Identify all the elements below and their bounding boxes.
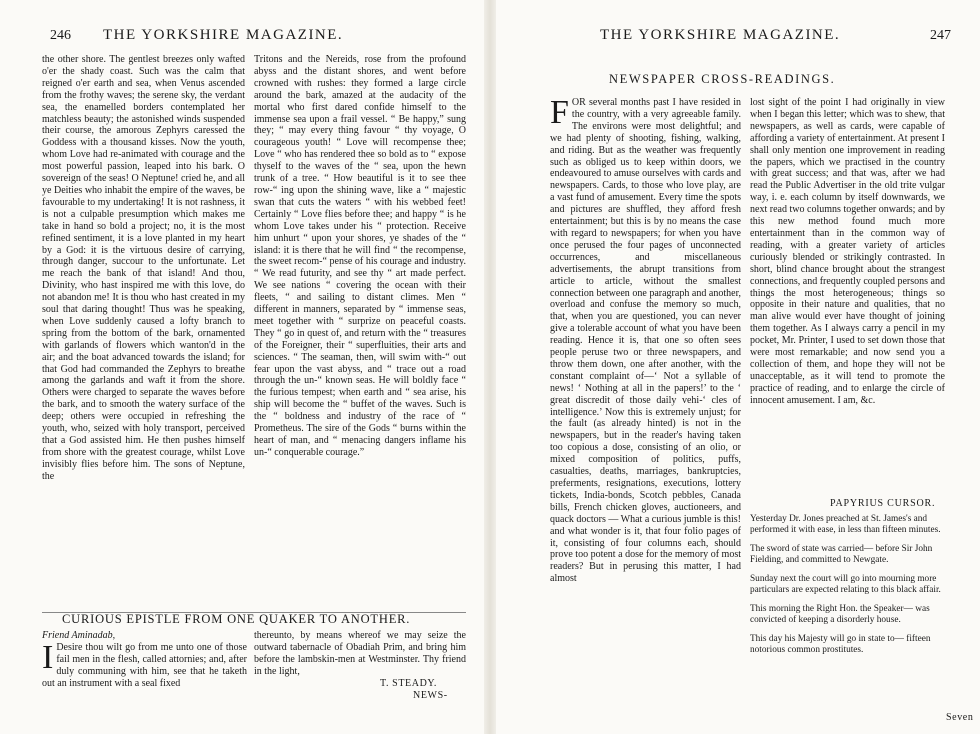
epistle-column-2-text: thereunto, by means whereof we may seize the outward tabernacle of Obadiah Prim, and bring him before the lambskin-men at Westminster. Thy friend in the light, [254, 630, 466, 677]
section-title: NEWSPAPER CROSS-READINGS. [609, 72, 836, 86]
letter-signature: PAPYRIUS CURSOR. [830, 498, 936, 509]
left-column-1 [42, 54, 245, 620]
epistle-column-1 [42, 630, 247, 700]
right-page-number: 247 [930, 28, 951, 43]
cross-readings-list [750, 514, 947, 714]
right-page [494, 0, 980, 734]
epistle-salutation: Friend Aminadab, [42, 630, 116, 641]
epistle-signature: T. STEADY. [380, 678, 438, 689]
article-dropcap: F [550, 97, 569, 131]
left-column-1-text: the other shore. The gentlest breezes only wafted o'er the shady coast. Such was the calm that reigned o'er earth and sea, when Venus ascended from the frothy waves; the serene sky, the verdant sea, the enamelled borders contemplated her matchless beauty; the astonished winds suspended their course, the amorous Zephyrs caressed the Goddess with a thousand kisses. Now the youth, whom Love had re-animated with courage and the most powerful passion, leaped into his bark. O sovereign of the seas! O Neptune! cried he, and all ye Deities who inhabit the empire of the waves, be favourable to my undertaking! It is not rashness, it is not a culpable presumption which makes me take in hand so bold a project; no, it is the most refined sentiment, it is a love planted in my heart by a God: it is the virtuous desire of carrying, through danger, succour to the unfortunate. Let me reach the bank of that island! And thou, Divinity, who hast inspired me with this love, do not abandon me! It is thou who hast created in my soul that daring thought! Thus was he speaking, when Love suddenly caused a lofty branch to spring from the bottom of the bark, ornamented with garlands of flowers which wanton'd in the air; and the boat advanced towards the island; for that God had commanded the Zephyrs to breathe among the garlands and waft it from the shore. Others were charged to separate the waves before the bark, and to smooth the watery surface of the deep; others were occupied in refreshing the youth, who, seized with holy transport, perceived that a God assisted him. He then pushes himself from shore with the greatest courage, whilst Love invisibly flies before him. The sons of Neptune, the [42, 54, 245, 482]
right-column-2-text: lost sight of the point I had originally in view when I began this letter; which was to shew, that newspapers, as well as cards, were capable of affording a variety of entertainment. At present I shall only mention one improvement in reading the papers, which we practised in the country with great success; and that was, after we had read the Public Advertiser in the old trite vulgar way, i. e. each column by itself downwards, we next read two columns together onwards; and by this new method found much more entertainment than in the common way of reading, with a greater variety of articles curiously blended or strikingly contrasted. In short, blind chance brought about the strangest connections, and frequently coupled persons and things the most heterogeneous; things so opposite in their nature and qualities, that no man alive would ever have thought of joining them together. As I always carry a pencil in my pocket, Mr. Printer, I used to set down those that were most remarkable; and now send you a collection of them, and hope they will not be unacceptable, as it will tend to promote the practice of reading, and to enlarge the circle of innocent amusement. I am, &c. [750, 97, 945, 406]
cross-reading-item: This day his Majesty will go in state to— fifteen notorious common prostitutes. [750, 634, 931, 655]
right-column-1-text: OR several months past I have resided in the country, with a very agreeable family. The environs were most delightful; and we had plenty of shooting, fishing, walking, and riding. But as the weather was frequently such as obliged us to keep within doors, we endeavoured to amuse ourselves with cards and newspapers. Cards, to those who love play, are a vast fund of amusement. Every time the spots and pictures are shuffled, they afford fresh entertainment; but this is by no means the case with regard to newspapers; for when you have once perused the four pages of unconnected occurrences, and miscellaneous advertisements, the abrupt transitions from article to article, without the smallest connection between one paragraph and another, overload and confuse the memory so much, that, when you are questioned, you can never give a tolerable account of what you have been reading. Hence it is, that one so often sees people peruse two or three newspapers, and throw them down, one after another, with the constant complaint of—‘ Not a syllable of news! ‘ Nothing at all in the papers!’ to the ‘ great discredit of those daily vehi-‘ cles of intelligence.’ Now this is extremely unjust; for the fault (as already hinted) is not in the newspapers, but in the reader's having taken too copious a dose, consisting of an olio, or mixed composition of politics, puffs, casualties, deaths, marriages, bankruptcies, preferments, resignations, executions, lottery tickets, India-bonds, Scotch pebbles, Canada bills, French chicken gloves, auctioneers, and quack doctors — What a curious jumble is this! and what wonder is it, that four folio pages of it, consisting of four columns each, should prove too potent a dose for the memory of most readers? But in perusing this matter, I had almost [550, 97, 741, 585]
left-running-head: THE YORKSHIRE MAGAZINE. [103, 27, 344, 43]
cross-reading-item: Yesterday Dr. Jones preached at St. James's and performed it with ease, in less than fifteen minutes. [750, 514, 941, 535]
cross-reading-item: This morning the Right Hon. the Speaker— was convicted of keeping a disorderly house. [750, 604, 930, 625]
left-column-2-text: Tritons and the Nereids, rose from the profound abyss and the distant shores, and went before crowned with rushes: they formed a large circle around the bark, amazed at the audacity of the mortal who first dared confide himself to the immense sea upon a frail vessel. “ Be happy,” sung they; “ may every thing favour “ thy voyage, O courageous youth! “ Love will recompense thee; Love “ who has rendered thee so bold as to “ expose thyself to the waves of the “ sea, upon the hewn trunk of a tree. “ How beautiful is it to see thee row-“ ing upon the shining wave, like a “ majestic swan that cuts the waters “ with his webbed feet! Certainly “ Love flies before thee; and happy “ is he whom Love takes under his “ protection. Receive him unhurt “ upon your shores, ye shades of the “ island: it is there that he will find “ the recompense, the sweet recom-“ pense of his courage and industry. “ We read futurity, and see thy “ art made perfect. We see nations “ covering the ocean with their fleets, “ and sailing to distant climes. Men “ different in manners, separated by “ immense seas, meet together with “ surprize on peaceful coasts. They “ go in quest of, and return with the “ treasures of the Foreigner, their “ superfluities, their arts and sciences. “ The seaman, then, will swim with-“ out fear upon the vast abyss, and “ trace out a road through the un-“ known seas. He will boldly face “ the furious tempest; when earth and “ sea arise, his ship will become the “ buffet of the waves. Such is the “ boldness and industry of the race of “ Prometheus. The sire of the Gods “ burns within the heart of man, and “ menacing dangers inflame his un-“ conquerable courage.” [254, 54, 466, 458]
right-column-2 [750, 97, 945, 495]
epistle-column-1-text: Desire thou wilt go from me unto one of those fail men in the flesh, called attornies; and, after duly communing with him, see that he taketh out an instrument with a seal fixed [42, 641, 247, 689]
right-running-head: THE YORKSHIRE MAGAZINE. [600, 27, 841, 43]
left-page [0, 0, 486, 734]
epistle-title: CURIOUS EPISTLE FROM ONE QUAKER TO ANOTHER. [62, 612, 411, 626]
right-column-1 [550, 97, 741, 709]
left-column-2 [254, 54, 466, 610]
epistle-dropcap: I [42, 638, 54, 676]
right-catchword: Seven [946, 712, 974, 723]
cross-reading-item: Sunday next the court will go into mourning more particulars are expected relating to this black affair. [750, 574, 941, 595]
cross-reading-item: The sword of state was carried— before Sir John Fielding, and committed to Newgate. [750, 544, 933, 565]
left-catchword: NEWS- [413, 690, 448, 701]
left-page-number: 246 [50, 28, 71, 43]
